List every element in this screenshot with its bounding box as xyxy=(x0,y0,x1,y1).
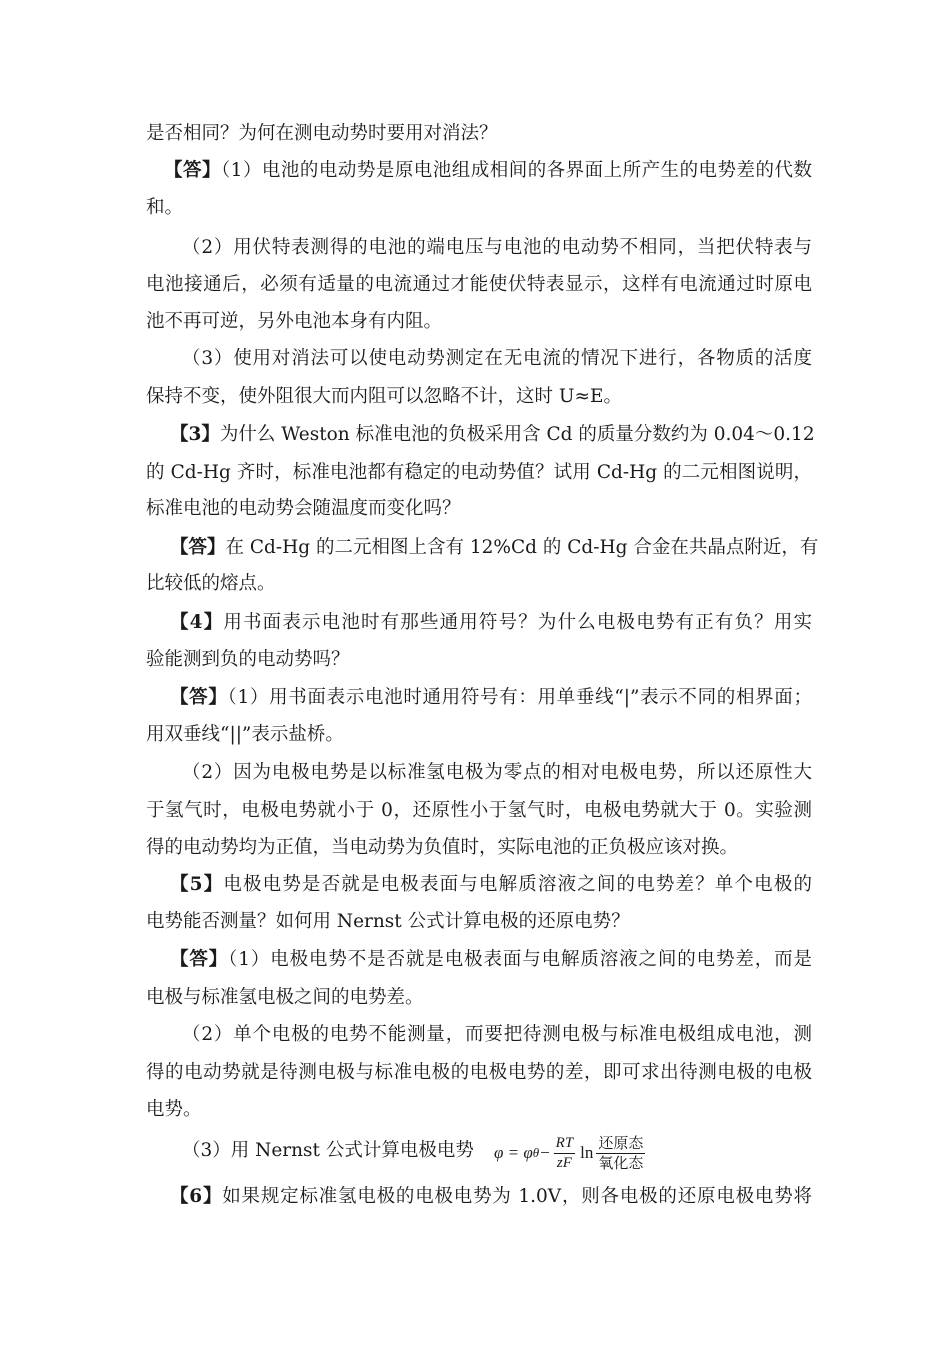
answer-line: 【答】在 Cd-Hg 的二元相图上含有 12%Cd 的 Cd-Hg 合金在共晶点附近，有 xyxy=(170,537,819,558)
text-line: （2）用伏特表测得的电池的端电压与电池的电动势不相同，当把伏特表与 xyxy=(182,237,812,258)
answer-label: 【答】 xyxy=(164,160,221,181)
question-line: 【4】用书面表示电池时有那些通用符号？为什么电极电势有正有负？用实 xyxy=(170,612,812,633)
question-3-label: 【3】 xyxy=(170,424,220,445)
text-line: （2）因为电极电势是以标准氢电极为零点的相对电极电势，所以还原性大 xyxy=(182,762,812,783)
text-line: 池不再可逆，另外电池本身有内阻。 xyxy=(146,311,443,332)
answer-line: 【答】（1）电池的电动势是原电池组成相间的各界面上所产生的电势差的代数 xyxy=(164,160,812,181)
text-line: 电势。 xyxy=(146,1099,202,1120)
text-line: 用双垂线“||”表示盐桥。 xyxy=(146,724,344,745)
text-line: 得的电动势均为正值，当电动势为负值时，实际电池的正负极应该对换。 xyxy=(146,837,739,858)
answer-label: 【答】 xyxy=(170,537,226,558)
text-line: 保持不变，使外阻很大而内阻可以忽略不计，这时 U≈E。 xyxy=(146,386,622,407)
text-line: 和。 xyxy=(146,197,184,218)
text-line: 的 Cd-Hg 齐时，标准电池都有稳定的电动势值？试用 Cd-Hg 的二元相图说明， xyxy=(146,462,812,483)
text-line: （2）单个电极的电势不能测量，而要把待测电极与标准电极组成电池，测 xyxy=(182,1024,812,1045)
question-6-label: 【6】 xyxy=(170,1186,223,1207)
redox-ratio-fraction: $\frac{\text{还原态}}{\text{氧化态}}$ xyxy=(598,1133,644,1172)
text-line: 电势能否测量？如何用 Nernst 公式计算电极的还原电势？ xyxy=(146,911,630,932)
text-line: 电池接通后，必须有适量的电流通过才能使伏特表显示，这样有电流通过时原电 xyxy=(146,274,812,295)
question-line: 【5】电极电势是否就是电极表面与电解质溶液之间的电势差？单个电极的 xyxy=(170,874,812,895)
answer-label: 【答】 xyxy=(170,687,228,708)
nernst-equation: φ = φ θ − $\frac{RT}{zF}$ ln $\frac{\text{还原态}}{\text{氧化态}}$ xyxy=(494,1133,644,1172)
text-line: 验能测到负的电动势吗？ xyxy=(146,649,350,670)
question-4-label: 【4】 xyxy=(170,612,224,633)
text-line: （3）使用对消法可以使电动势测定在无电流的情况下进行，各物质的活度 xyxy=(182,348,812,369)
text-line: 电极与标准氢电极之间的电势差。 xyxy=(146,987,424,1008)
text-line: 是否相同？为何在测电动势时要用对消法？ xyxy=(146,123,498,144)
text-line: 标准电池的电动势会随温度而变化吗？ xyxy=(146,498,461,519)
text-line: 比较低的熔点。 xyxy=(146,573,276,594)
text-line: （3）用 Nernst 公式计算电极电势 xyxy=(182,1140,474,1161)
text-line: 于氢气时，电极电势就小于 0，还原性小于氢气时，电极电势就大于 0。实验测 xyxy=(146,800,812,821)
question-line: 【6】如果规定标准氢电极的电极电势为 1.0V，则各电极的还原电极电势将 xyxy=(170,1186,812,1207)
answer-label: 【答】 xyxy=(170,949,229,970)
question-5-label: 【5】 xyxy=(170,874,224,895)
rt-over-zf-fraction: $\frac{RT}{zF}$ xyxy=(555,1134,574,1171)
question-line: 【3】为什么 Weston 标准电池的负极采用含 Cd 的质量分数约为 0.04～0.12 xyxy=(170,424,815,445)
text-line: 得的电动势就是待测电极与标准电极的电极电势的差，即可求出待测电极的电极 xyxy=(146,1062,812,1083)
answer-line: 【答】（1）电极电势不是否就是电极表面与电解质溶液之间的电势差，而是 xyxy=(170,949,812,970)
answer-line: 【答】（1）用书面表示电池时通用符号有：用单垂线“|”表示不同的相界面； xyxy=(170,687,812,708)
